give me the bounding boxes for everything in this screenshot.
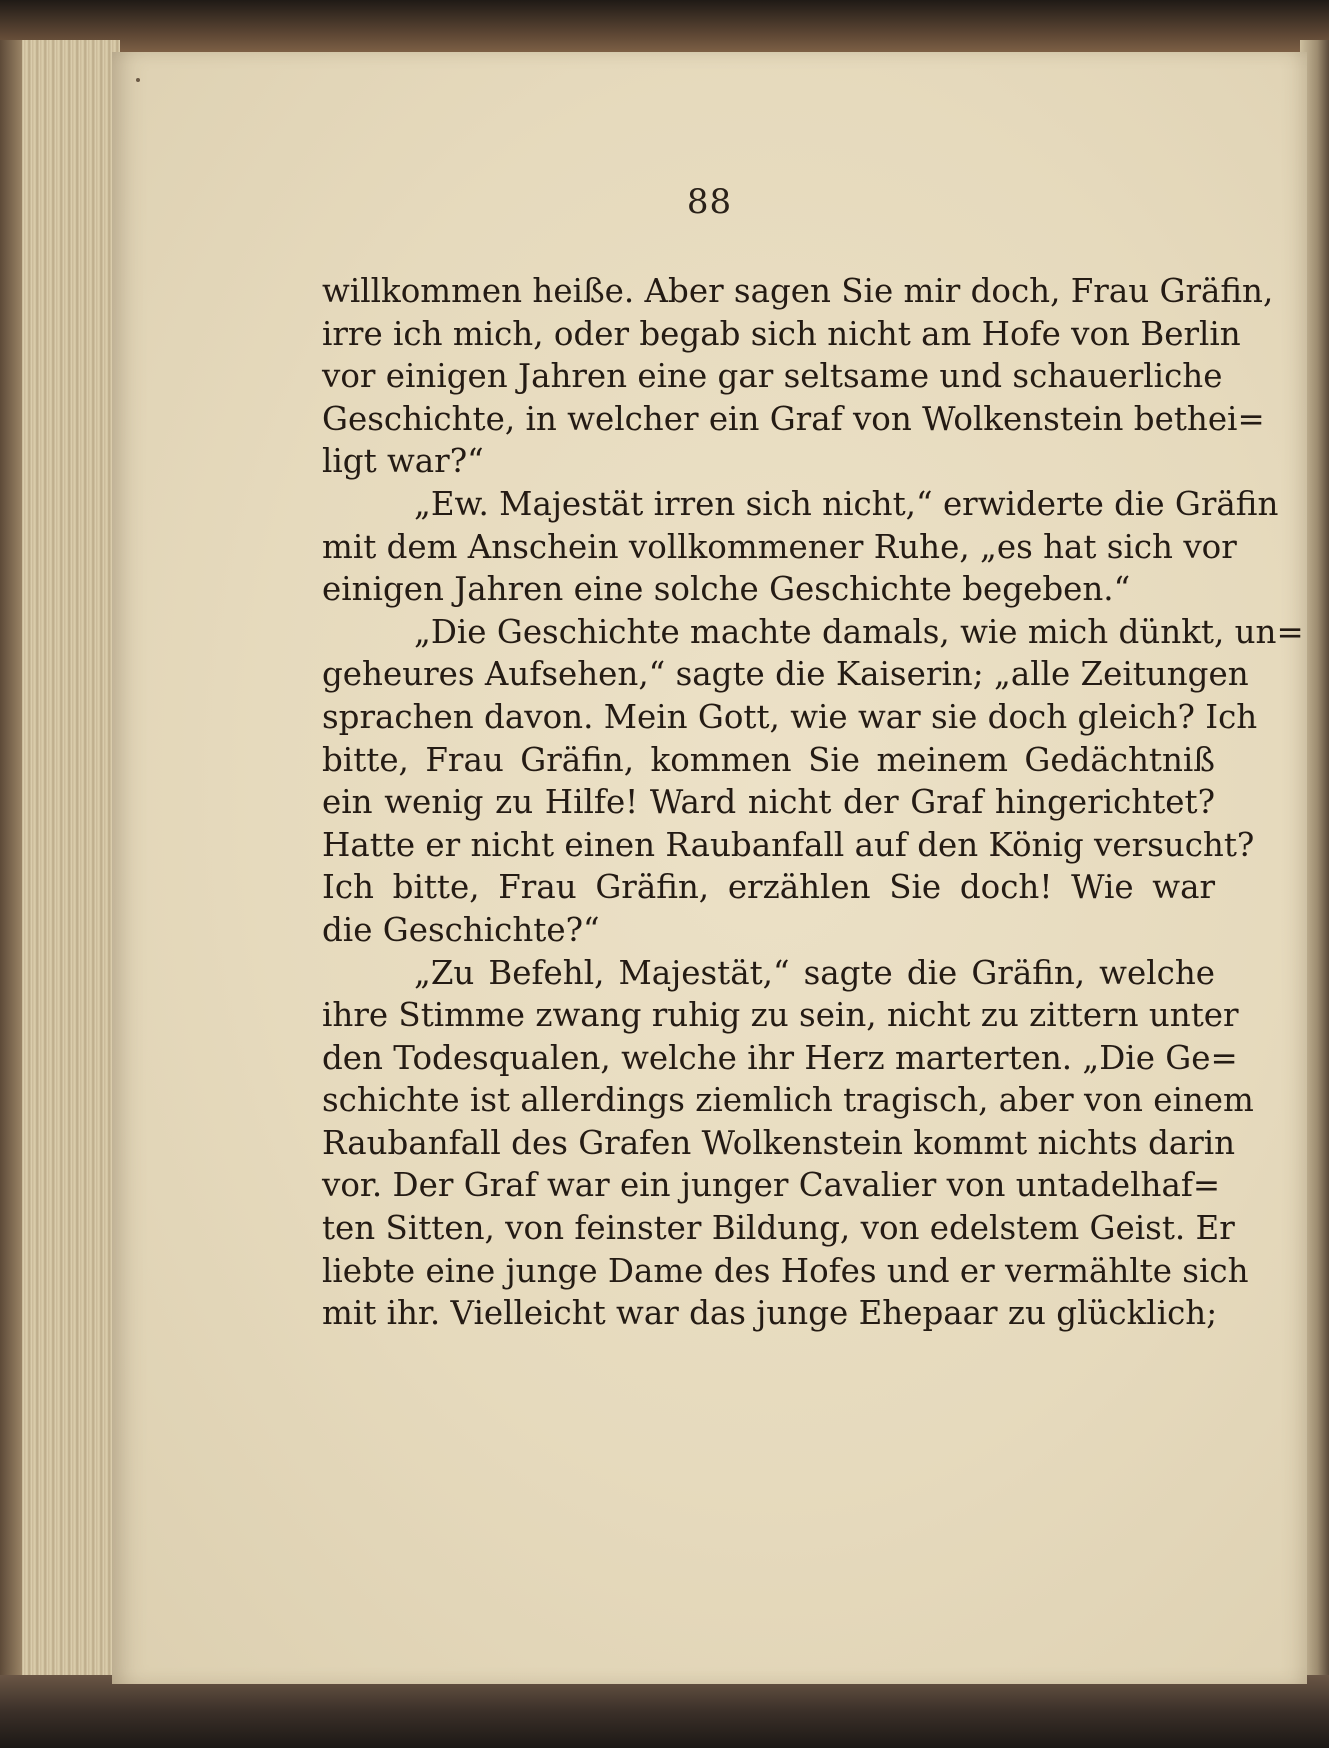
paper-speck xyxy=(136,78,140,82)
text-line: Geschichte, in welcher ein Graf von Wolkenstein bethei= xyxy=(322,399,1265,438)
body-text xyxy=(322,270,1304,1335)
text-line: ihre Stimme zwang ruhig zu sein, nicht zu zittern unter xyxy=(322,996,1239,1035)
text-line: mit ihr. Vielleicht war das junge Ehepaar zu glücklich; xyxy=(322,1294,1218,1333)
text-line: bitte, Frau Gräfin, kommen Sie meinem Gedächtniß xyxy=(322,740,1215,779)
text-line: Raubanfall des Grafen Wolkenstein kommt nichts darin xyxy=(322,1123,1236,1162)
text-line: Hatte er nicht einen Raubanfall auf den König versucht? xyxy=(322,825,1255,864)
book-page xyxy=(112,52,1307,1684)
text-line: einigen Jahren eine solche Geschichte begeben.“ xyxy=(322,570,1131,609)
text-line: sprachen davon. Mein Gott, wie war sie doch gleich? Ich xyxy=(322,697,1258,736)
text-line: die Geschichte?“ xyxy=(322,910,600,949)
text-line: „Die Geschichte machte damals, wie mich dünkt, un= xyxy=(414,612,1304,651)
text-line: irre ich mich, oder begab sich nicht am Hofe von Berlin xyxy=(322,314,1241,353)
text-line: ein wenig zu Hilfe! Ward nicht der Graf hingerichtet? xyxy=(322,783,1215,822)
text-line: liebte eine junge Dame des Hofes und er vermählte sich xyxy=(322,1251,1249,1290)
text-line: „Zu Befehl, Majestät,“ sagte die Gräfin, welche xyxy=(414,953,1215,992)
text-line: vor. Der Graf war ein junger Cavalier von untadelhaf= xyxy=(322,1166,1221,1205)
text-line: schichte ist allerdings ziemlich tragisch, aber von einem xyxy=(322,1081,1254,1120)
text-line: Ich bitte, Frau Gräfin, erzählen Sie doch! Wie war xyxy=(322,868,1215,907)
page-stack-shadow xyxy=(0,40,22,1690)
text-line: geheures Aufsehen,“ sagte die Kaiserin; „alle Zeitungen xyxy=(322,655,1249,694)
text-line: „Ew. Majestät irren sich nicht,“ erwiderte die Gräfin xyxy=(414,484,1279,523)
text-line: willkommen heiße. Aber sagen Sie mir doch, Frau Gräfin, xyxy=(322,272,1274,310)
text-line: ligt war?“ xyxy=(322,442,484,481)
text-line: ten Sitten, von feinster Bildung, von edelstem Geist. Er xyxy=(322,1209,1235,1248)
text-line: vor einigen Jahren eine gar seltsame und schauerliche xyxy=(322,357,1223,396)
text-line: mit dem Anschein vollkommener Ruhe, „es hat sich vor xyxy=(322,527,1237,566)
book-cover-top-edge xyxy=(0,0,1329,60)
text-line: den Todesqualen, welche ihr Herz marterten. „Die Ge= xyxy=(322,1038,1238,1077)
page-number: 88 xyxy=(686,182,733,222)
book-cover-bottom-edge xyxy=(0,1675,1329,1748)
